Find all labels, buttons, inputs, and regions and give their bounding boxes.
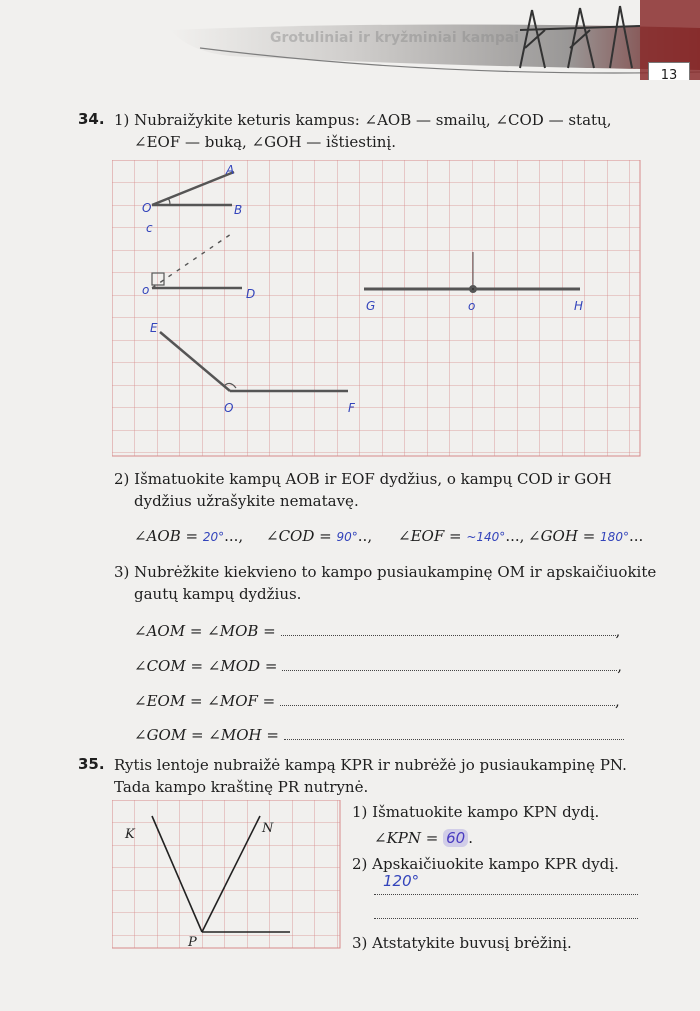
measure-aob-value: 20°	[202, 530, 225, 544]
bisector-aob-label: ∠AOM = ∠MOB =	[134, 622, 276, 640]
measure-cod-value: 90°	[336, 530, 358, 544]
answer-blank[interactable]	[284, 725, 624, 740]
exercise-35-number: 35.	[78, 755, 105, 773]
label-h: H	[574, 299, 584, 313]
label-o3: o	[468, 299, 476, 313]
label-d: D	[246, 287, 256, 301]
bisector-aob-end: ,	[615, 622, 621, 640]
angles-grid	[112, 160, 642, 460]
ex35-q2-line1[interactable]	[374, 884, 638, 895]
exercise-34-number: 34.	[78, 110, 105, 128]
ex35-q2-line2[interactable]	[374, 908, 638, 919]
ex35-q1: 1) Išmatuokite kampo KPN dydį.	[352, 803, 600, 821]
bisector-row-aob	[134, 620, 620, 642]
ex34-task3-line1: 3) Nubrėžkite kiekvieno to kampo pusiaukampinę OM ir apskaičiuokite	[114, 563, 657, 581]
answer-blank[interactable]	[280, 691, 615, 706]
measure-cod-label: ∠COD =	[266, 527, 332, 545]
ex35-line1: Rytis lentoje nubraižė kampą KPR ir nubrėžė jo pusiaukampinę PN.	[114, 756, 627, 774]
label-e: E	[150, 321, 158, 335]
ex34-task3-line2: gautų kampų dydžius.	[134, 585, 302, 603]
label-c: c	[146, 221, 153, 235]
ex35-q1-end: .	[468, 829, 473, 847]
label-o1: O	[142, 201, 152, 215]
measure-eof-label: ∠EOF =	[398, 527, 462, 545]
measure-aob-tail: ...,	[224, 527, 244, 545]
bisector-goh-label: ∠GOM = ∠MOH =	[134, 726, 279, 744]
ex35-q1-answer: 60	[443, 829, 468, 847]
ex35-q1-answer-row	[374, 827, 473, 849]
header-title: Grotuliniai ir kryžminiai kampai	[270, 30, 520, 46]
label-f: F	[348, 401, 355, 415]
label-n: N	[262, 821, 274, 836]
label-b: B	[234, 203, 243, 217]
answer-blank[interactable]	[282, 656, 617, 671]
ex35-q1-answer-label: ∠KPN =	[374, 829, 439, 847]
measure-eof-tail: ...,	[505, 527, 525, 545]
answer-blank[interactable]	[281, 621, 616, 636]
measure-goh-value: 180°	[600, 530, 629, 544]
measure-eof	[398, 525, 524, 548]
ex35-q2-answer: 120°	[383, 872, 420, 890]
bisector-row-goh	[134, 724, 624, 746]
measure-cod	[266, 525, 372, 548]
ex34-task2-line1: 2) Išmatuokite kampų AOB ir EOF dydžius, o kampų COD ir GOH	[114, 470, 612, 488]
measure-eof-value: ~140°	[466, 530, 506, 544]
ex35-q2: 2) Apskaičiuokite kampo KPR dydį.	[352, 855, 619, 873]
measure-goh-tail: ...	[628, 527, 644, 545]
bisector-eof-label: ∠EOM = ∠MOF =	[134, 692, 276, 710]
bisector-eof-end: ,	[615, 692, 620, 710]
label-g: G	[366, 299, 376, 313]
measure-cod-tail: ..,	[357, 527, 373, 545]
label-a: A	[226, 163, 235, 177]
bisector-row-cod	[134, 655, 622, 677]
measure-goh	[528, 525, 643, 548]
label-k: K	[125, 827, 135, 842]
ex34-task1-line2: ∠EOF — buką, ∠GOH — ištiestinį.	[134, 133, 397, 151]
ex35-q3: 3) Atstatykite buvusį brėžinį.	[352, 934, 572, 952]
page-number: 13	[660, 68, 678, 80]
page-number-box	[648, 62, 690, 80]
bisector-cod-label: ∠COM = ∠MOD =	[134, 657, 278, 675]
ex34-task1-line1: 1) Nubraižykite keturis kampus: ∠AOB — smailų, ∠COD — statų,	[114, 111, 612, 129]
kpr-grid	[112, 800, 344, 952]
header-band	[0, 0, 700, 80]
measure-aob-label: ∠AOB =	[134, 527, 199, 545]
bisector-cod-end: ,	[617, 657, 622, 675]
ex34-task2-line2: dydžius užrašykite nematavę.	[134, 492, 359, 510]
measure-aob	[134, 525, 243, 548]
label-o4: O	[224, 401, 234, 415]
label-p: P	[188, 935, 197, 950]
bisector-row-eof	[134, 690, 620, 712]
measure-goh-label: ∠GOH =	[528, 527, 596, 545]
ex35-line2: Tada kampo kraštinę PR nutrynė.	[114, 778, 369, 796]
label-o2: o	[142, 283, 150, 297]
